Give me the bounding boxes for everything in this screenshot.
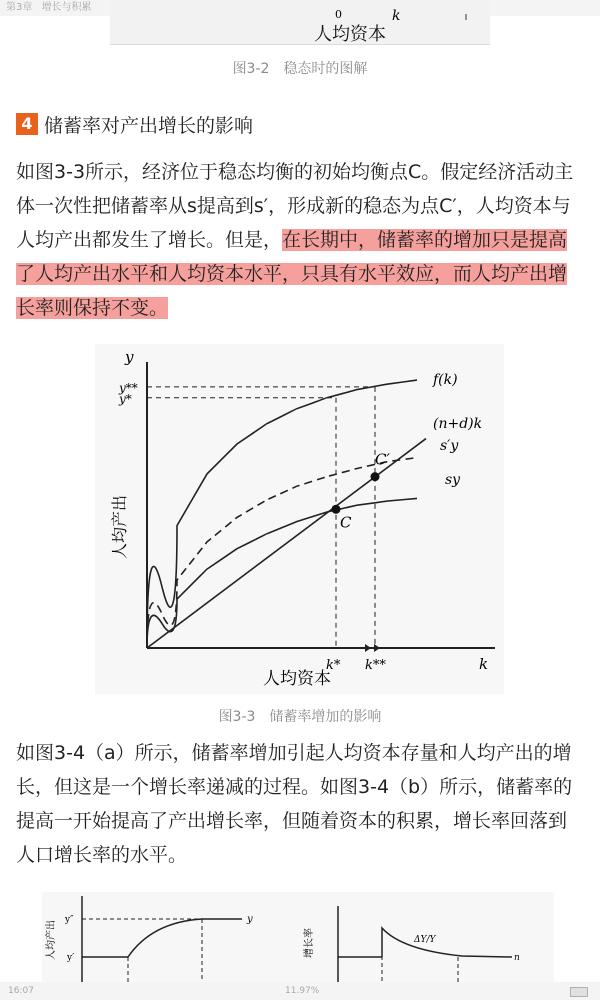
figure-3-4	[42, 892, 554, 982]
figure-3-4-svg	[42, 892, 554, 982]
prev-figure-subscript: 0	[335, 8, 342, 21]
figure-3-2-caption: 图3-2 稳态时的图解	[232, 61, 368, 77]
series-line-1	[147, 380, 417, 648]
figure-3-4b	[302, 906, 520, 982]
prev-figure-k-label: k	[392, 8, 401, 24]
previous-figure-bottom	[110, 0, 490, 45]
x-mark-label: k*	[326, 658, 341, 673]
series-label-2: s′y	[440, 438, 459, 454]
chapter-number: 第3章	[6, 2, 33, 13]
previous-figure-svg	[110, 0, 490, 44]
x-axis-symbol: k	[479, 655, 489, 673]
status-time: 16:07	[8, 986, 34, 996]
y-axis-symbol: y	[125, 348, 134, 366]
paragraph-1	[16, 155, 582, 325]
fig-b-growth-curve	[382, 928, 512, 957]
highlighted-text[interactable]: 在长期中，储蓄率的增加只是提高了人均产出水平和人均资本水平，只具有水平效应，而人均产出增长率则保持不变。	[16, 229, 568, 319]
fig-a-curve-label: y	[247, 914, 253, 925]
fig-a-output-curve	[128, 919, 242, 957]
figure-3-4a	[44, 896, 253, 982]
prev-figure-xlabel: 人均资本	[314, 24, 386, 45]
arrow-marker-1	[374, 644, 380, 652]
paragraph-2: 如图3-4（a）所示，储蓄率增加引起人均资本存量和人均产出的增长，但这是一个增长率递减的过程。如图3-4（b）所示，储蓄率的提高一开始提高了产出增长率，但随着资本的积累，增长率回落到人口增长率的水平。	[16, 742, 573, 866]
section-title: 储蓄率对产出增长的影响	[44, 114, 254, 137]
battery-icon	[570, 987, 588, 997]
fig-a-y-low: y′	[67, 953, 75, 963]
paragraph-1-text: 如图3-3所示，经济位于稳态均衡的初始均衡点C。假定经济活动主体一次性把储蓄率从s提高到s′，形成新的稳态为点C′，人均资本与人均产出都发生了增长。但是，	[16, 161, 574, 251]
y-mark-label: y**	[119, 380, 138, 395]
fig-b-level-label: n	[514, 953, 520, 963]
series-line-3	[147, 498, 417, 648]
figure-3-3-caption: 图3-3 储蓄率增加的影响	[218, 709, 382, 725]
arrow-marker-2	[365, 644, 371, 652]
status-bar	[0, 982, 600, 1000]
series-label-1: f(k)	[433, 372, 458, 388]
fig-a-y-high: y″	[65, 915, 74, 925]
equilibrium-point-2	[371, 472, 380, 481]
y-mark-label: y*	[119, 391, 132, 406]
fig-b-curve-label: ΔY/Y	[414, 935, 436, 945]
equilibrium-point-label-2: C′	[375, 450, 390, 469]
section-number-badge: 4	[16, 113, 38, 135]
y-axis-label: 人均产出	[110, 494, 129, 559]
series-label-3: sy	[445, 472, 461, 488]
series-label-4: (n+d)k	[433, 416, 483, 432]
fig-a-ylabel: 人均产出	[46, 920, 57, 960]
equilibrium-point-label-1: C	[340, 513, 352, 532]
section-heading	[16, 110, 253, 138]
series-line-2	[147, 458, 417, 648]
fig-b-ylabel: 增长率	[304, 928, 315, 958]
figure-3-3	[95, 344, 504, 694]
x-axis-label: 人均资本	[263, 669, 331, 689]
reading-progress: 11.97%	[285, 986, 320, 996]
figure-3-3-chart	[95, 344, 504, 694]
series-line-4	[147, 439, 426, 648]
chapter-title: 增长与积累	[41, 2, 92, 13]
x-mark-label: k**	[365, 658, 386, 673]
